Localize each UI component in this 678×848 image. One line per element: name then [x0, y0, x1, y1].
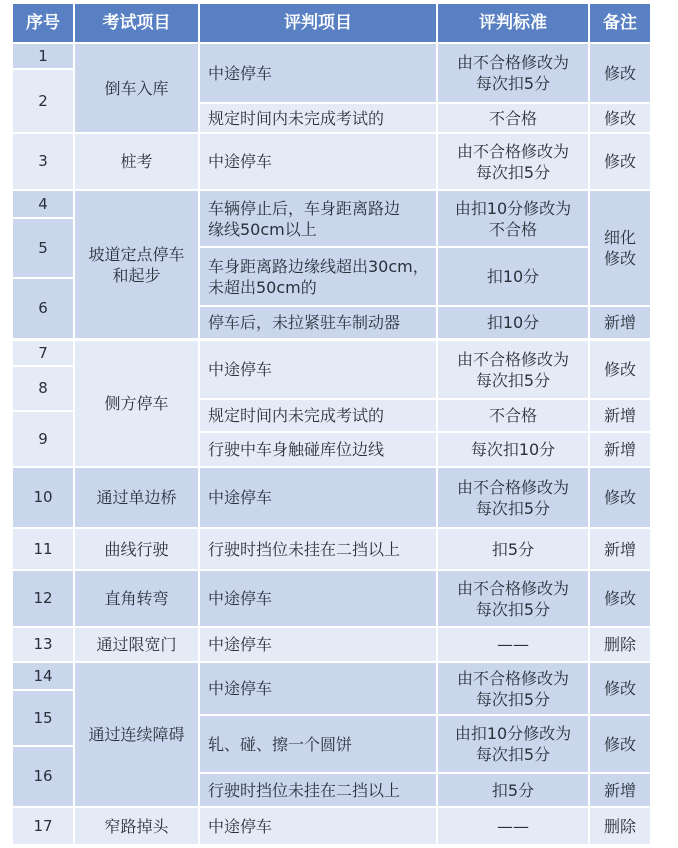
judge-row-15: 轧、碰、擦一个圆饼	[200, 716, 436, 772]
standard-row-10: 由不合格修改为 每次扣5分	[438, 468, 588, 527]
standard-row-11: 扣5分	[438, 529, 588, 569]
seq-1: 1	[13, 44, 73, 68]
remark-row-8: 新增	[590, 400, 650, 431]
item-curve-driving: 曲线行驶	[75, 529, 198, 569]
standard-row-12: 由不合格修改为 每次扣5分	[438, 571, 588, 626]
standard-row-14: 由不合格修改为 每次扣5分	[438, 663, 588, 714]
remark-row-15: 修改	[590, 716, 650, 772]
standard-row-3: 由不合格修改为 每次扣5分	[438, 134, 588, 189]
judge-row-4: 车辆停止后，车身距离路边 缘线50cm以上	[200, 191, 436, 246]
standard-row-13: ——	[438, 628, 588, 661]
seq-13: 13	[13, 628, 73, 661]
standard-row-15: 由扣10分修改为 每次扣5分	[438, 716, 588, 772]
judge-row-17: 中途停车	[200, 808, 436, 844]
item-reverse-parking: 倒车入库	[75, 44, 198, 132]
standard-row-16: 扣5分	[438, 774, 588, 806]
item-continuous-obstacles: 通过连续障碍	[75, 663, 198, 806]
remark-row-7: 修改	[590, 341, 650, 398]
seq-12: 12	[13, 571, 73, 626]
standard-row-2: 不合格	[438, 104, 588, 132]
seq-9: 9	[13, 412, 73, 466]
header-judge-item: 评判项目	[200, 4, 436, 42]
remark-row-9: 新增	[590, 433, 650, 466]
standard-row-17: ——	[438, 808, 588, 844]
judge-row-3: 中途停车	[200, 134, 436, 189]
seq-11: 11	[13, 529, 73, 569]
remark-row-6: 新增	[590, 307, 650, 338]
remark-row-11: 新增	[590, 529, 650, 569]
header-standard: 评判标准	[438, 4, 588, 42]
seq-14: 14	[13, 663, 73, 689]
remark-row-2: 修改	[590, 104, 650, 132]
remark-row-16: 新增	[590, 774, 650, 806]
item-u-turn: 窄路掉头	[75, 808, 198, 844]
judge-row-10: 中途停车	[200, 468, 436, 527]
seq-3: 3	[13, 134, 73, 189]
seq-17: 17	[13, 808, 73, 844]
item-right-angle-turn: 直角转弯	[75, 571, 198, 626]
judge-row-8: 规定时间内未完成考试的	[200, 400, 436, 431]
judge-row-12: 中途停车	[200, 571, 436, 626]
seq-15: 15	[13, 691, 73, 745]
remark-row-12: 修改	[590, 571, 650, 626]
judge-row-5: 车身距离路边缘线超出30cm， 未超出50cm的	[200, 248, 436, 305]
judge-row-16: 行驶时挡位未挂在二挡以上	[200, 774, 436, 806]
item-single-bridge: 通过单边桥	[75, 468, 198, 527]
judge-row-11: 行驶时挡位未挂在二挡以上	[200, 529, 436, 569]
standard-row-7: 由不合格修改为 每次扣5分	[438, 341, 588, 398]
seq-7: 7	[13, 341, 73, 365]
standard-row-8: 不合格	[438, 400, 588, 431]
seq-5: 5	[13, 219, 73, 277]
remark-row-3: 修改	[590, 134, 650, 189]
seq-2: 2	[13, 70, 73, 132]
header-exam-item: 考试项目	[75, 4, 198, 42]
remark-row-1: 修改	[590, 44, 650, 102]
seq-6: 6	[13, 279, 73, 338]
remark-row-10: 修改	[590, 468, 650, 527]
judge-row-2: 规定时间内未完成考试的	[200, 104, 436, 132]
item-pile-test: 桩考	[75, 134, 198, 189]
judge-row-9: 行驶中车身触碰库位边线	[200, 433, 436, 466]
item-hill-start: 坡道定点停车 和起步	[75, 191, 198, 338]
standard-row-4: 由扣10分修改为 不合格	[438, 191, 588, 246]
standard-row-6: 扣10分	[438, 307, 588, 338]
seq-8: 8	[13, 367, 73, 410]
seq-16: 16	[13, 747, 73, 806]
item-parallel-parking: 侧方停车	[75, 341, 198, 466]
standard-row-5: 扣10分	[438, 248, 588, 305]
seq-4: 4	[13, 191, 73, 217]
remark-rows-4-5: 细化 修改	[590, 191, 650, 305]
standard-row-1: 由不合格修改为 每次扣5分	[438, 44, 588, 102]
standard-row-9: 每次扣10分	[438, 433, 588, 466]
remark-row-14: 修改	[590, 663, 650, 714]
item-width-gate: 通过限宽门	[75, 628, 198, 661]
header-remark: 备注	[590, 4, 650, 42]
judge-row-7: 中途停车	[200, 341, 436, 398]
header-seq: 序号	[13, 4, 73, 42]
remark-row-13: 删除	[590, 628, 650, 661]
judge-row-14: 中途停车	[200, 663, 436, 714]
judge-row-6: 停车后，未拉紧驻车制动器	[200, 307, 436, 338]
judge-row-1: 中途停车	[200, 44, 436, 102]
remark-row-17: 删除	[590, 808, 650, 844]
seq-10: 10	[13, 468, 73, 527]
judge-row-13: 中途停车	[200, 628, 436, 661]
